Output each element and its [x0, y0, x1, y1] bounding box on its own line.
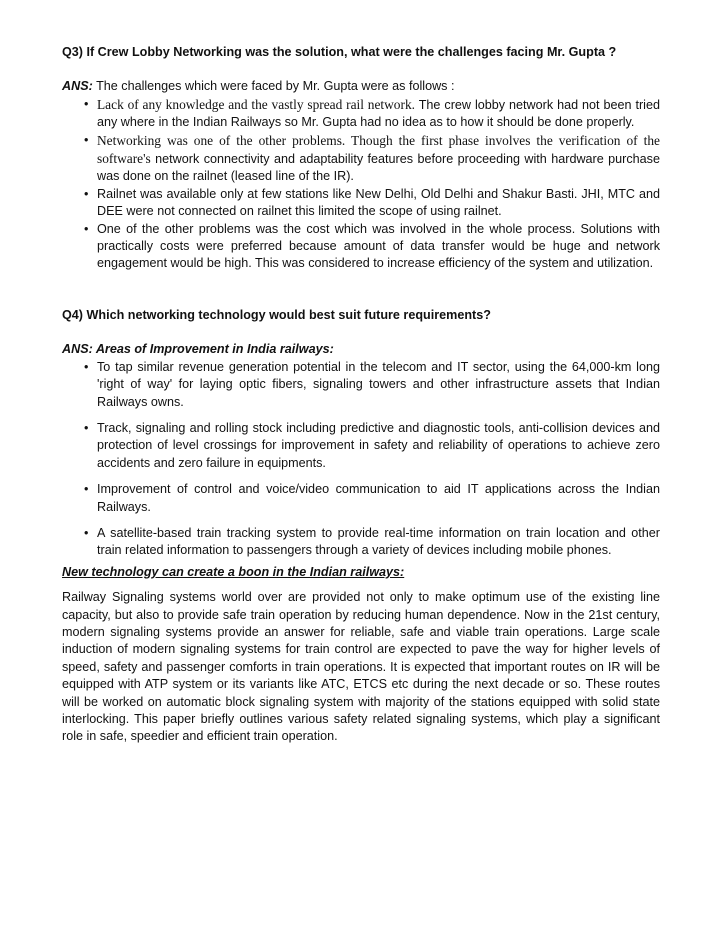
ans-label: ANS: [62, 342, 93, 357]
list-item [62, 221, 660, 273]
body-paragraph: Railway Signaling systems world over are provided not only to make optimum use of the existing line capacity, but also to provide safe train operation by reducing human dependence. Now in the 21st century, modern signaling systems provide an answer for reliable, safe and viable train operations. Large scale induction of modern signaling systems for train control are expected to pave the way for higher levels of speed, safety and passenger comforts in train operations. It is expected that important routes on IR will be equipped with ATP system or its variants like ATC, ETCS etc during the next decade or so. These routes will be worked on automatic block signaling system with majority of the stations equipped with solid state interlocking. This paper briefly outlines various safety related signaling systems, which play a significant role in safe, speedier and efficient train operation. [62, 590, 660, 744]
bullet-text-serif: Lack of any knowledge and the vastly spread rail network. [97, 96, 415, 112]
bullet-text: network connectivity and adaptability features before proceeding with hardware purchase was done on the railnet (leased line of the IR). [97, 152, 660, 184]
list-item: • A satellite-based train tracking system to provide real-time information on train location and other train related information to passengers through a variety of devices including mobile phones. [62, 525, 660, 560]
list-item [62, 132, 660, 186]
ans-intro-text: The challenges which were faced by Mr. Gupta were as follows : [92, 79, 455, 94]
q4-answer-heading [62, 341, 660, 358]
ans-heading-text: Areas of Improvement in India railways: [92, 342, 334, 357]
list-item: • Improvement of control and voice/video communication to aid IT applications across the Indian Railways. [62, 481, 660, 516]
bullet-text-serif: Networking was one of the other problems. Though the first phase involves the verification of the software's [97, 132, 660, 167]
q3-question: Q3) If Crew Lobby Networking was the solution, what were the challenges facing Mr. Gupta ? [62, 45, 617, 59]
list-item [62, 186, 660, 221]
q4-question: Q4) Which networking technology would best suit future requirements? [62, 307, 491, 322]
document-page [62, 44, 660, 746]
section-subheading: New technology can create a boon in the Indian railways: [62, 564, 405, 579]
q4-bullet-list [62, 359, 660, 560]
q3-answer-intro [62, 78, 660, 95]
bullet-text: One of the other problems was the cost which was involved in the whole process. Solutions with practically costs were preferred because amount of data transfer would be huge and network engagement would be high. This was considered to increase efficiency of the system and utilization. [97, 221, 660, 271]
q3-bullet-list [62, 96, 660, 273]
ans-label: ANS: [62, 79, 93, 94]
list-item: • Track, signaling and rolling stock including predictive and diagnostic tools, anti-collision devices and protection of level crossings for improvement in safety and reliability of operations to achieve zero accidents and zero failure in equipments. [62, 420, 660, 472]
list-item [62, 96, 660, 132]
bullet-text: The crew lobby network had not been tried any where in the Indian Railways so Mr. Gupta had no idea as to how it should be done properly. [97, 97, 660, 130]
bullet-text: Railnet was available only at few stations like New Delhi, Old Delhi and Shakur Basti. JHI, MTC and DEE were not connected on railnet this limited the scope of using railnet. [97, 186, 660, 219]
list-item: • To tap similar revenue generation potential in the telecom and IT sector, using the 64,000-km long 'right of way' for laying optic fibers, signaling towers and other infrastructure assets that Indian Railways owns. [62, 359, 660, 411]
